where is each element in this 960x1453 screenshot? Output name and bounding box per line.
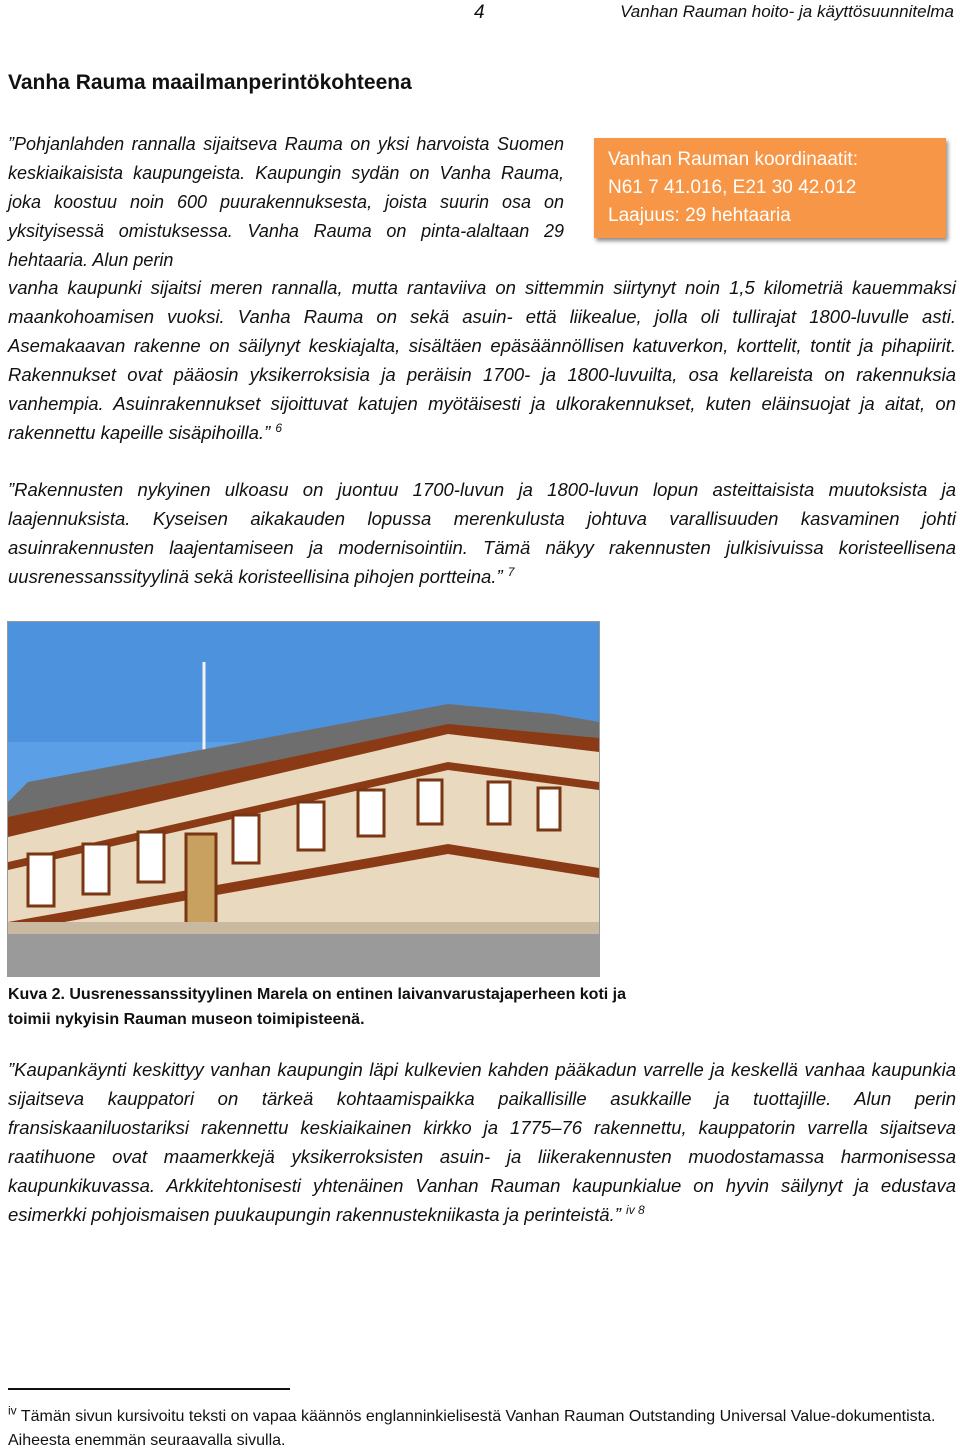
footnote <box>8 1405 956 1453</box>
intro-paragraph: ”Pohjanlahden rannalla sijaitseva Rauma on yksi harvoista Suomen keskiaikaisista kaupungeista. Kaupungin sydän on Vanha Rauma, joka koostuu noin 600 puurakennuksesta, joista suurin osa on yksityisessä omistuksessa. Vanha Rauma on pinta-alaltaan 29 hehtaaria. Alun perin <box>8 134 564 270</box>
infobox-line-area: Laajuus: 29 hehtaaria <box>608 205 791 226</box>
paragraph-commerce <box>8 1055 956 1229</box>
document-title: Vanhan Rauman hoito- ja käyttösuunnitelma <box>620 2 954 21</box>
paragraph-continuation <box>8 273 956 447</box>
reference-iv-8: iv 8 <box>626 1202 645 1217</box>
coordinates-infobox <box>594 138 946 238</box>
paragraph-facades-text: ”Rakennusten nykyinen ulkoasu on juontuu 1700-luvun ja 1800-luvun lopun asteittaisista muutoksista ja laajennuksista. Kyseisen aikakauden lopussa merenkulusta johtuva varallisuuden kasvaminen johti asuinrakennusten laajentamiseen ja modernisointiin. Tämä näkyy rakennusten julkisivuissa koristeellisena uusrenessanssityylinä sekä koristeellisina pihojen portteina.” <box>8 479 956 587</box>
footnote-marker: iv <box>8 1403 17 1418</box>
figure-caption: Kuva 2. Uusrenessanssityylinen Marela on entinen laivanvarustajaperheen koti ja toimii nykyisin Rauman museon toimipisteenä. <box>8 986 627 1028</box>
reference-7: 7 <box>507 564 515 579</box>
section-heading: Vanha Rauma maailmanperintökohteena <box>8 71 412 94</box>
paragraph-facades <box>8 475 956 591</box>
paragraph-continuation-text: vanha kaupunki sijaitsi meren rannalla, mutta rantaviiva on sittemmin siirtynyt noin 1,5 kilometriä kauemmaksi maankohoamisen vuoksi. Vanha Rauma on sekä asuin- että liikealue, jolla oli tullirajat 1800-luvulle asti. Asemakaavan rakenne on säilynyt keskiajalta, sisältäen epäsäännöllisen katuverkon, korttelit, tontit ja pihapiirit. Rakennukset ovat pääosin yksikerroksisia ja peräisin 1700- ja 1800-luvuilta, osa kellareista on rakennuksia vanhempia. Asuinrakennukset sijoittuvat katujen myötäisesti ja ulkorakennukset, kuten eläinsuojat ja aitat, on rakennettu kapeille sisäpihoilla.” <box>8 277 956 443</box>
paragraph-commerce-text: ”Kaupankäynti keskittyy vanhan kaupungin läpi kulkevien kahden pääkadun varrelle ja keskellä vanhaa kaupunkia sijaitseva kauppatori on tärkeä kohtaamispaikka paikallisille asukkaille ja tuottajille. Alun perin fransiskaaniluostariksi rakennettu keskiaikainen kirkko ja 1775–76 rakennettu, kauppatorin varrella sijaitseva raatihuone ovat maamerkkejä yksikerroksisten asuin- ja liikerakennusten muodostamassa harmonisessa kaupunkikuvassa. Arkkitehtonisesti yhtenäinen Vanhan Rauman kaupunkialue on hyvin säilynyt ja edustava esimerkki pohjoismaisen puukaupungin rakennustekniikasta ja perinteistä.” <box>8 1059 956 1225</box>
footnote-divider <box>8 1388 290 1390</box>
reference-6: 6 <box>275 420 283 435</box>
infobox-line-coordinates: N61 7 41.016, E21 30 42.012 <box>608 177 857 198</box>
marela-house-photo <box>7 621 600 977</box>
infobox-line-coordinates-label: Vanhan Rauman koordinaatit: <box>608 149 858 170</box>
footnote-text: Tämän sivun kursivoitu teksti on vapaa käännös englanninkielisestä Vanhan Rauman Outstanding Universal Value-dokumentista. Aiheesta enemmän seuraavalla sivulla. <box>8 1408 936 1449</box>
page-number: 4 <box>474 2 485 23</box>
